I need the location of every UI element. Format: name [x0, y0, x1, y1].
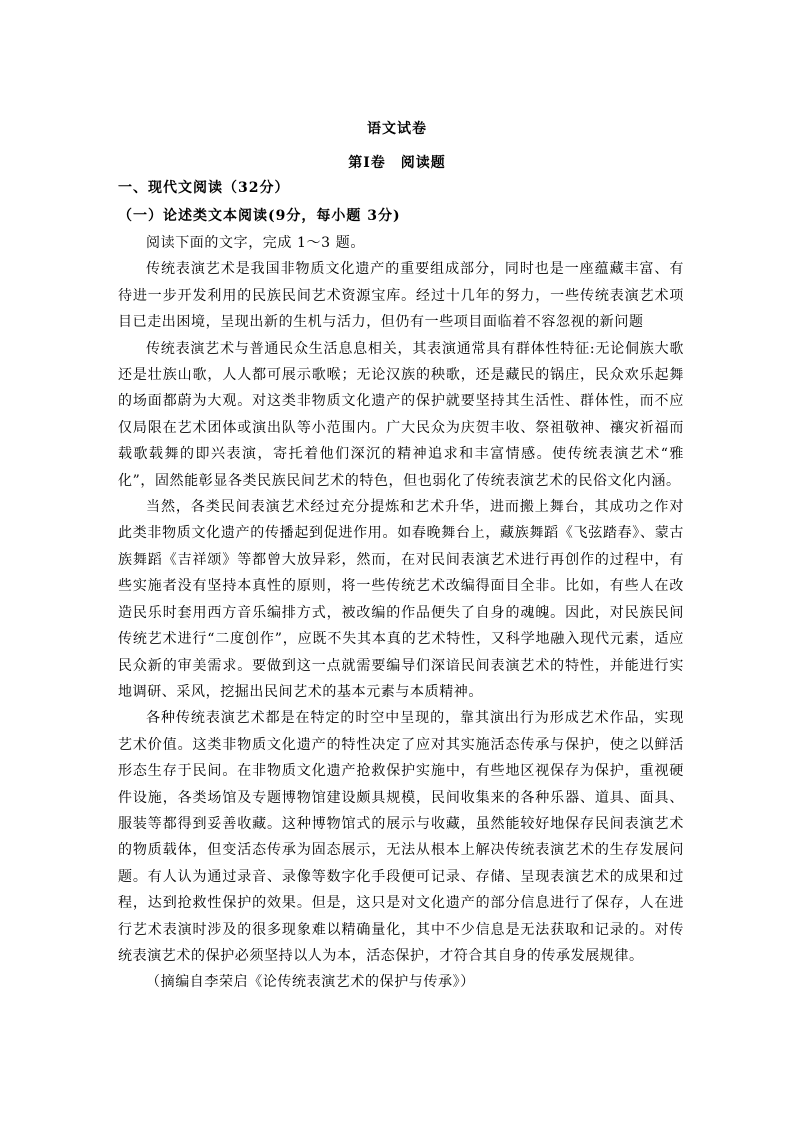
part-title: 第Ⅰ卷 阅读题 [348, 155, 446, 171]
instruction-text: 阅读下面的文字，完成 1～3 题。 [146, 235, 365, 251]
passage-paragraph-1: 传统表演艺术是我国非物质文化遗产的重要组成部分，同时也是一座蕴藏丰富、有待进一步开发利用的民族民间艺术资源宝库。经过十几年的努力，一些传统表演艺术项目已走出困境，呈现出新的生机与活力，但仍有一些项目面临着不容忽视的新问题 [118, 261, 684, 331]
section-heading: 一、现代文阅读（32分） [118, 180, 290, 196]
passage-paragraph-2: 传统表演艺术与普通民众生活息息相关，其表演通常具有群体性特征:无论侗族大歌还是壮族山歌，人人都可展示歌喉；无论汉族的秧歌，还是藏民的锅庄，民众欢乐起舞的场面都蔚为大观。对这类非物质文化遗产的保护就要坚持其生活性、群体性，而不应仅局限在艺术团体或演出队等小范围内。广大民众为庆贺丰收、祭祖敬神、禳灾祈福而载歌载舞的即兴表演，寄托着他们深沉的精神追求和丰富情感。使传统表演艺术“雅化”，固然能彰显各类民族民间艺术的特色，但也弱化了传统表演艺术的民俗文化内涵。 [118, 340, 684, 489]
source-citation: （摘编自李荣启《论传统表演艺术的保护与传承》） [146, 974, 475, 991]
passage-paragraph-4: 各种传统表演艺术都是在特定的时空中呈现的，靠其演出行为形成艺术作品，实现艺术价值。这类非物质文化遗产的特性决定了应对其实施活态传承与保护，使之以鲜活形态生存于民间。在非物质文化遗产抢救保护实施中，有些地区视保存为保护，重视硬件设施，各类场馆及专题博物馆建设颇具规模，民间收集来的各种乐器、道具、面具、服装等都得到妥善收藏。这种博物馆式的展示与收藏，虽然能较好地保存民间表演艺术的物质载体，但变活态传承为固态展示，无法从根本上解决传统表演艺术的生存发展问题。有人认为通过录音、录像等数字化手段便可记录、存储、呈现表演艺术的成果和过程，达到抢救性保护的效果。但是，这只是对文化遗产的部分信息进行了保存，人在进行艺术表演时涉及的很多现象难以精确量化，其中不少信息是无法获取和记录的。对传统表演艺术的保护必须坚持以人为本，活态保护，才符合其自身的传承发展规律。 [118, 710, 684, 964]
passage-paragraph-3: 当然，各类民间表演艺术经过充分提炼和艺术升华，进而搬上舞台，其成功之作对此类非物质文化遗产的传播起到促进作用。如春晚舞台上，藏族舞蹈《飞弦踏春》、蒙古族舞蹈《吉祥颂》等都曾大放异彩，然而，在对民间表演艺术进行再创作的过程中，有些实施者没有坚持本真性的原则，将一些传统艺术改编得面目全非。比如，有些人在改造民乐时套用西方音乐编排方式，被改编的作品便失了自身的魂魄。因此，对民族民间传统艺术进行“二度创作”，应既不失其本真的艺术特性，又科学地融入现代元素，适应民众新的审美需求。要做到这一点就需要编导们深谙民间表演艺术的特性，并能进行实地调研、采风，挖掘出民间艺术的基本元素与本质精神。 [118, 499, 684, 700]
subsection-heading: （一）论述类文本阅读(9分，每小题 3分) [118, 208, 401, 224]
document-title: 语文试卷 [367, 121, 427, 137]
reading-passage [118, 230, 684, 996]
